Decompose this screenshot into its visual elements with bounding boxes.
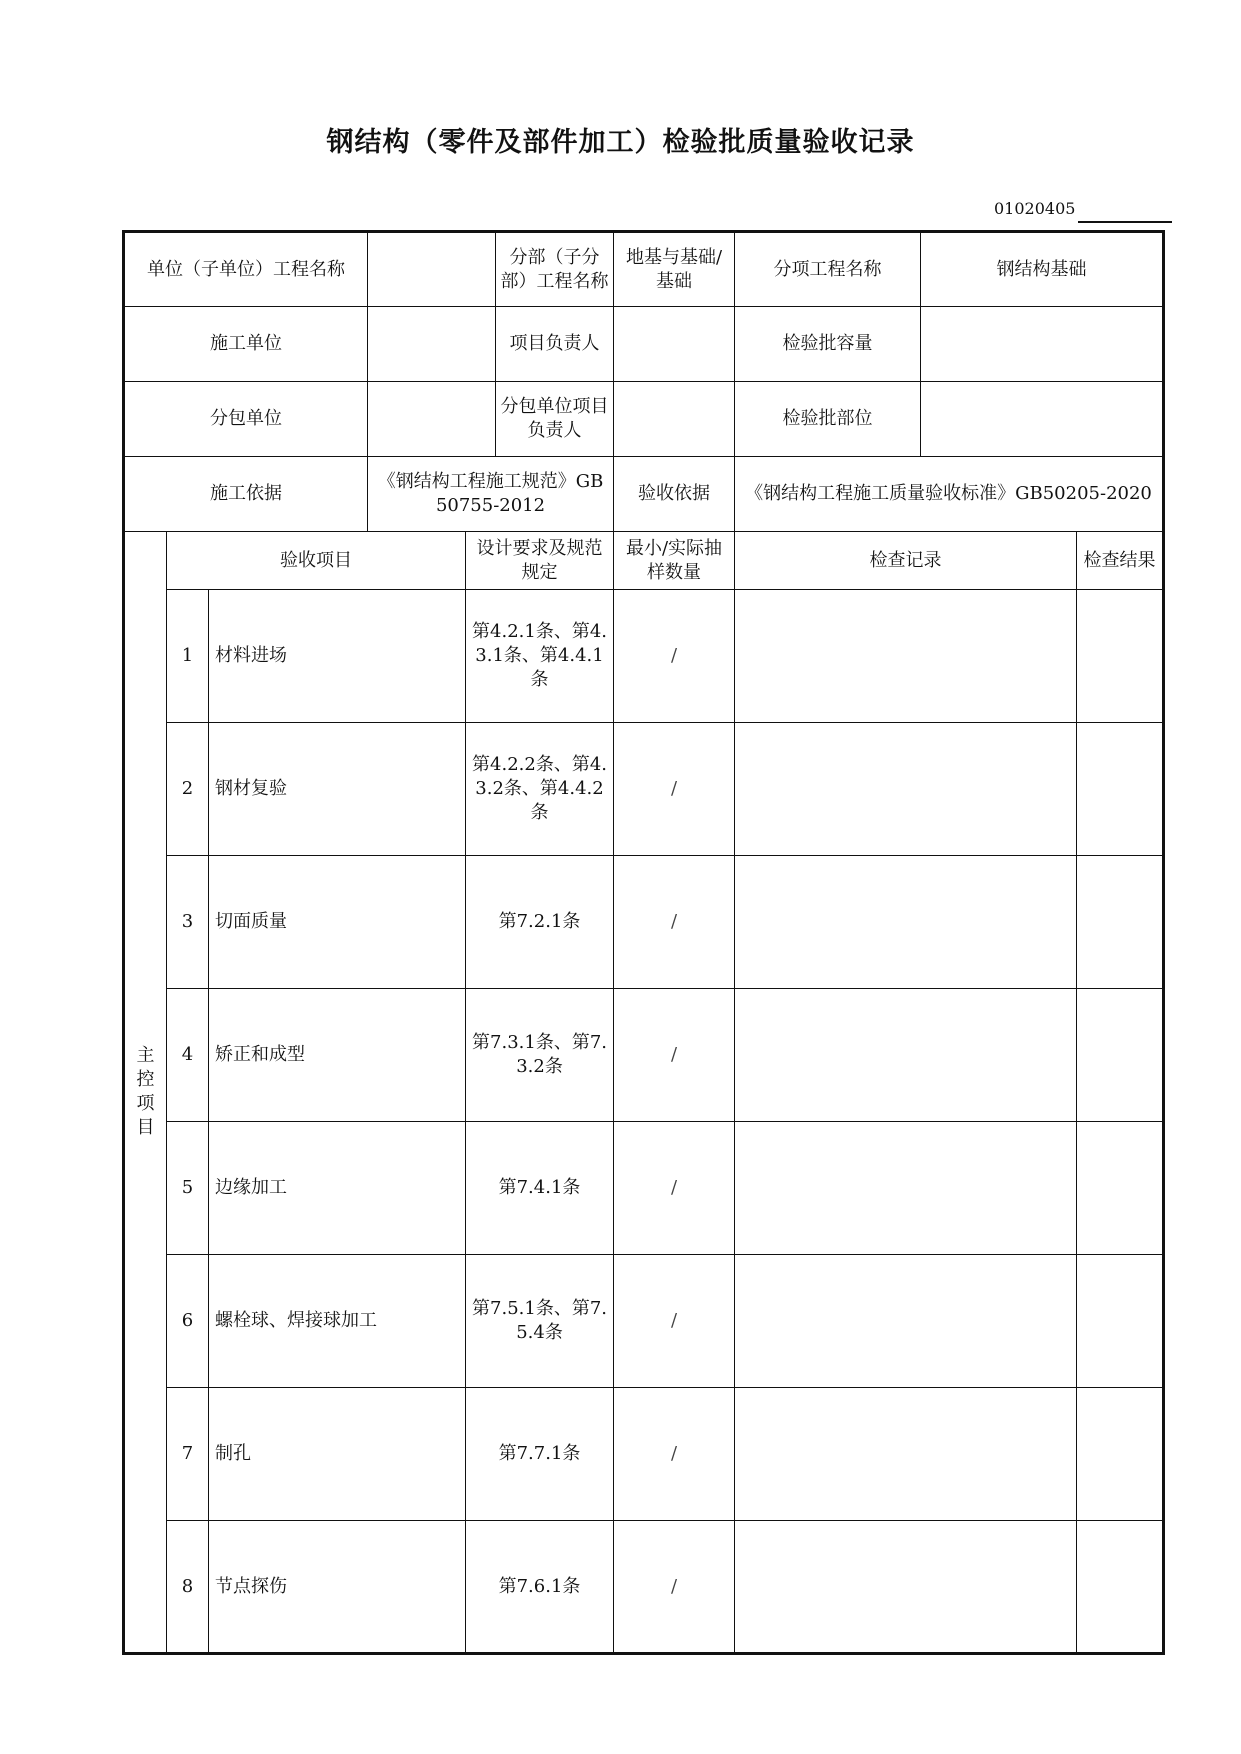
item-sample-field[interactable]: / (614, 1255, 735, 1388)
item-result-field[interactable] (1077, 1255, 1164, 1388)
capacity-value-field[interactable] (921, 307, 1164, 382)
subcontractor-label: 分包单位 (124, 382, 368, 457)
table-row (124, 1388, 1164, 1521)
item-clause: 第4.2.1条、第4.3.1条、第4.4.1条 (466, 590, 614, 723)
col-header-record: 检查记录 (735, 532, 1077, 590)
unit-label: 单位（子单位）工程名称 (124, 232, 368, 307)
table-row (124, 1122, 1164, 1255)
item-clause: 第7.3.1条、第7.3.2条 (466, 989, 614, 1122)
item-result-field[interactable] (1077, 856, 1164, 989)
item-record-field[interactable] (735, 1388, 1077, 1521)
item-number: 3 (167, 856, 209, 989)
col-header-result: 检查结果 (1077, 532, 1164, 590)
subitem-label: 分项工程名称 (735, 232, 921, 307)
capacity-label: 检验批容量 (735, 307, 921, 382)
item-clause: 第7.2.1条 (466, 856, 614, 989)
group-label-main-control: 主控项目 (124, 532, 167, 1654)
page-title: 钢结构（零件及部件加工）检验批质量验收记录 (326, 127, 915, 158)
acceptance-basis-label: 验收依据 (614, 457, 735, 532)
item-record-field[interactable] (735, 723, 1077, 856)
item-name: 钢材复验 (209, 723, 466, 856)
item-sample-field[interactable]: / (614, 856, 735, 989)
item-clause: 第7.7.1条 (466, 1388, 614, 1521)
basis-value[interactable]: 《钢结构工程施工规范》GB50755-2012 (368, 457, 614, 532)
table-row (124, 989, 1164, 1122)
unit-value-field[interactable] (368, 232, 496, 307)
item-name: 切面质量 (209, 856, 466, 989)
item-sample-field[interactable]: / (614, 989, 735, 1122)
pm-value-field[interactable] (614, 307, 735, 382)
item-record-field[interactable] (735, 590, 1077, 723)
item-name: 矫正和成型 (209, 989, 466, 1122)
col-header-item: 验收项目 (167, 532, 466, 590)
table-row (124, 1521, 1164, 1654)
pm-label: 项目负责人 (496, 307, 614, 382)
item-number: 7 (167, 1388, 209, 1521)
table-row (124, 856, 1164, 989)
item-record-field[interactable] (735, 856, 1077, 989)
item-record-field[interactable] (735, 1255, 1077, 1388)
item-sample-field[interactable]: / (614, 590, 735, 723)
item-number: 6 (167, 1255, 209, 1388)
item-clause: 第7.6.1条 (466, 1521, 614, 1654)
acceptance-basis-value[interactable]: 《钢结构工程施工质量验收标准》GB50205-2020 (735, 457, 1164, 532)
item-result-field[interactable] (1077, 1122, 1164, 1255)
division-label: 分部（子分部）工程名称 (496, 232, 614, 307)
column-header-row (124, 532, 1164, 590)
item-result-field[interactable] (1077, 1521, 1164, 1654)
item-result-field[interactable] (1077, 1388, 1164, 1521)
table-row (124, 590, 1164, 723)
subcontractor-value-field[interactable] (368, 382, 496, 457)
contractor-label: 施工单位 (124, 307, 368, 382)
item-name: 节点探伤 (209, 1521, 466, 1654)
sub-pm-label: 分包单位项目负责人 (496, 382, 614, 457)
item-clause: 第7.4.1条 (466, 1122, 614, 1255)
table-row (124, 723, 1164, 856)
header-row-1 (124, 232, 1164, 307)
division-value[interactable]: 地基与基础/基础 (614, 232, 735, 307)
sub-pm-value-field[interactable] (614, 382, 735, 457)
header-row-2 (124, 307, 1164, 382)
subitem-value[interactable]: 钢结构基础 (921, 232, 1164, 307)
item-sample-field[interactable]: / (614, 1521, 735, 1654)
form-code: 01020405 (994, 199, 1076, 218)
item-clause: 第7.5.1条、第7.5.4条 (466, 1255, 614, 1388)
item-name: 边缘加工 (209, 1122, 466, 1255)
header-row-3 (124, 382, 1164, 457)
item-number: 1 (167, 590, 209, 723)
basis-label: 施工依据 (124, 457, 368, 532)
item-name: 材料进场 (209, 590, 466, 723)
form-code-underline (1078, 221, 1172, 223)
item-sample-field[interactable]: / (614, 723, 735, 856)
item-name: 螺栓球、焊接球加工 (209, 1255, 466, 1388)
item-result-field[interactable] (1077, 723, 1164, 856)
item-result-field[interactable] (1077, 590, 1164, 723)
item-sample-field[interactable]: / (614, 1388, 735, 1521)
item-clause: 第4.2.2条、第4.3.2条、第4.4.2条 (466, 723, 614, 856)
item-name: 制孔 (209, 1388, 466, 1521)
item-number: 5 (167, 1122, 209, 1255)
contractor-value-field[interactable] (368, 307, 496, 382)
table-row (124, 1255, 1164, 1388)
item-number: 4 (167, 989, 209, 1122)
item-record-field[interactable] (735, 1521, 1077, 1654)
item-number: 2 (167, 723, 209, 856)
col-header-sample: 最小/实际抽样数量 (614, 532, 735, 590)
header-row-4 (124, 457, 1164, 532)
item-record-field[interactable] (735, 1122, 1077, 1255)
item-record-field[interactable] (735, 989, 1077, 1122)
col-header-design: 设计要求及规范规定 (466, 532, 614, 590)
location-value-field[interactable] (921, 382, 1164, 457)
location-label: 检验批部位 (735, 382, 921, 457)
item-sample-field[interactable]: / (614, 1122, 735, 1255)
inspection-form-table (122, 230, 1165, 1655)
item-number: 8 (167, 1521, 209, 1654)
item-result-field[interactable] (1077, 989, 1164, 1122)
